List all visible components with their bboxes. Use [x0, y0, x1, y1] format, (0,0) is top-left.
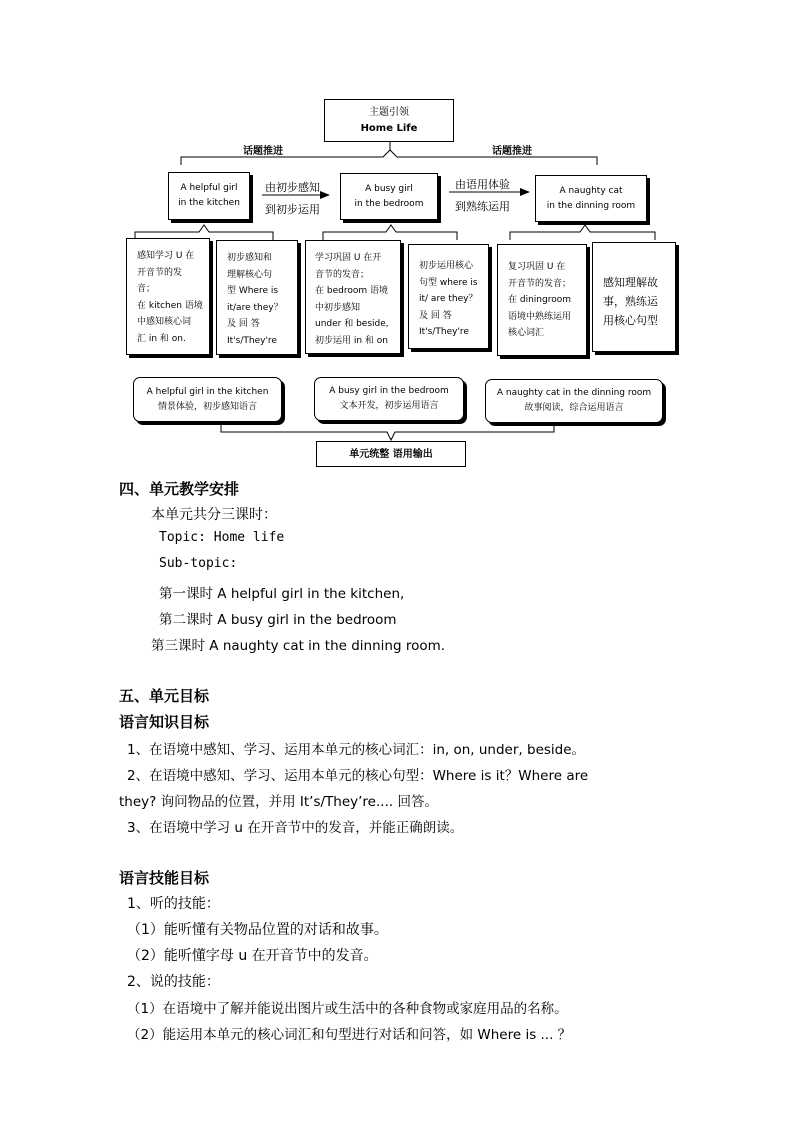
detail-line: 及 回 答 — [227, 319, 260, 329]
detail-line: 在 kitchen 语境 — [137, 300, 203, 311]
detail-line: 型 Where is — [227, 286, 279, 296]
detail-line: 事，熟练运 — [603, 295, 658, 308]
detail-line: 中感知核心词 — [137, 317, 192, 327]
detail-line: It's/They're — [419, 327, 469, 337]
detail-line: 初步感知和 — [227, 253, 273, 263]
paragraph: 1、在语境中感知、学习、运用本单元的核心词汇：in, on, under, beside。 — [127, 742, 586, 758]
arrow-caption-line: 到初步运用 — [265, 203, 320, 216]
subsection-heading: 语言技能目标 — [119, 869, 210, 887]
arrow-caption-line: 到熟练运用 — [455, 200, 510, 213]
theme-title: Home Life — [360, 122, 418, 134]
detail-line: 音； — [137, 284, 156, 294]
detail-line: 学习巩固 U 在开 — [315, 253, 382, 263]
detail-line: 初步运用 in 和 on — [315, 335, 388, 346]
lesson-line: 第一课时 A helpful girl in the kitchen, — [159, 586, 405, 602]
summary-line: 情景体验，初步感知语言 — [157, 401, 257, 412]
detail-line: it/ are they？ — [419, 294, 478, 304]
branch-label-left: 话题推进 — [243, 146, 283, 157]
summary-line: 故事阅读，综合运用语言 — [524, 403, 624, 413]
detail-line: 核心词汇 — [508, 328, 545, 338]
paragraph: 3、在语境中学习 u 在开音节中的发音，并能正确朗读。 — [127, 820, 464, 836]
detail-line: 开音节的发音； — [508, 278, 572, 289]
branch-label-right: 话题推进 — [492, 146, 532, 157]
arrow-caption-line: 由初步感知 — [265, 181, 320, 194]
paragraph: （1）能听懂有关物品位置的对话和故事。 — [127, 922, 388, 938]
detail-line: 汇 in 和 on. — [137, 333, 186, 344]
detail-line: 句型 where is — [419, 277, 478, 288]
detail-line: 及 回 答 — [419, 310, 452, 321]
paragraph: they? 询问物品的位置，并用 It’s/They’re.... 回答。 — [119, 794, 438, 810]
topic-line: A naughty cat — [559, 185, 623, 196]
section-heading: 五、单元目标 — [119, 687, 210, 705]
detail-line: 初步运用核心 — [419, 261, 474, 271]
paragraph: （2）能听懂字母 u 在开音节中的发音。 — [127, 948, 378, 964]
detail-line: 复习巩固 U 在 — [508, 262, 566, 272]
topic-line: in the dinning room — [546, 200, 636, 211]
detail-line: 中初步感知 — [315, 302, 361, 313]
paragraph: 2、说的技能： — [127, 974, 220, 990]
paragraph: 本单元共分三课时： — [151, 507, 277, 523]
subsection-heading: 语言知识目标 — [119, 713, 210, 731]
detail-line: 在 diningroom — [508, 295, 571, 305]
topic-line: in the bedroom — [354, 198, 424, 209]
topic-line: A helpful girl — [180, 183, 238, 193]
topic-line: Topic: Home life — [159, 530, 285, 545]
paragraph: 2、在语境中感知、学习、运用本单元的核心句型：Where is it？Where are — [127, 768, 589, 784]
paragraph: （1）在语境中了解并能说出图片或生活中的各种食物或家庭用品的名称。 — [127, 1001, 568, 1017]
subtopic-line: Sub-topic: — [159, 556, 238, 571]
summary-line: A helpful girl in the kitchen — [146, 386, 269, 397]
detail-line: 理解核心句 — [227, 269, 273, 280]
paragraph: 1、听的技能： — [127, 896, 220, 912]
summary-line: A naughty cat in the dinning room — [496, 388, 652, 398]
detail-line: 音节的发音； — [315, 269, 370, 280]
detail-line: 在 bedroom 语境 — [315, 286, 388, 296]
summary-line: A busy girl in the bedroom — [329, 386, 449, 396]
detail-line: under 和 beside, — [315, 319, 389, 329]
lesson-line: 第三课时 A naughty cat in the dinning room. — [151, 638, 446, 654]
paragraph: （2）能运用本单元的核心词汇和句型进行对话和问答，如 Where is ... ？ — [127, 1027, 572, 1043]
detail-line: 语境中熟练运用 — [508, 311, 572, 322]
detail-line: 用核心句型 — [603, 314, 658, 327]
detail-line: 感知理解故 — [603, 276, 658, 289]
unit-integration-label: 单元统整 语用输出 — [349, 448, 433, 460]
detail-line: it/are they？ — [227, 302, 283, 313]
detail-line: 开音节的发 — [137, 267, 183, 278]
topic-line: in the kitchen — [178, 198, 240, 208]
theme-label: 主题引领 — [369, 106, 409, 118]
summary-line: 文本开发，初步运用语言 — [339, 401, 439, 411]
arrow-caption-line: 由语用体验 — [455, 178, 510, 191]
topic-line: A busy girl — [365, 183, 413, 194]
lesson-line: 第二课时 A busy girl in the bedroom — [159, 612, 397, 628]
detail-line: It's/They're — [227, 335, 277, 346]
section-heading: 四、单元教学安排 — [119, 480, 240, 498]
detail-line: 感知学习 U 在 — [137, 251, 195, 261]
